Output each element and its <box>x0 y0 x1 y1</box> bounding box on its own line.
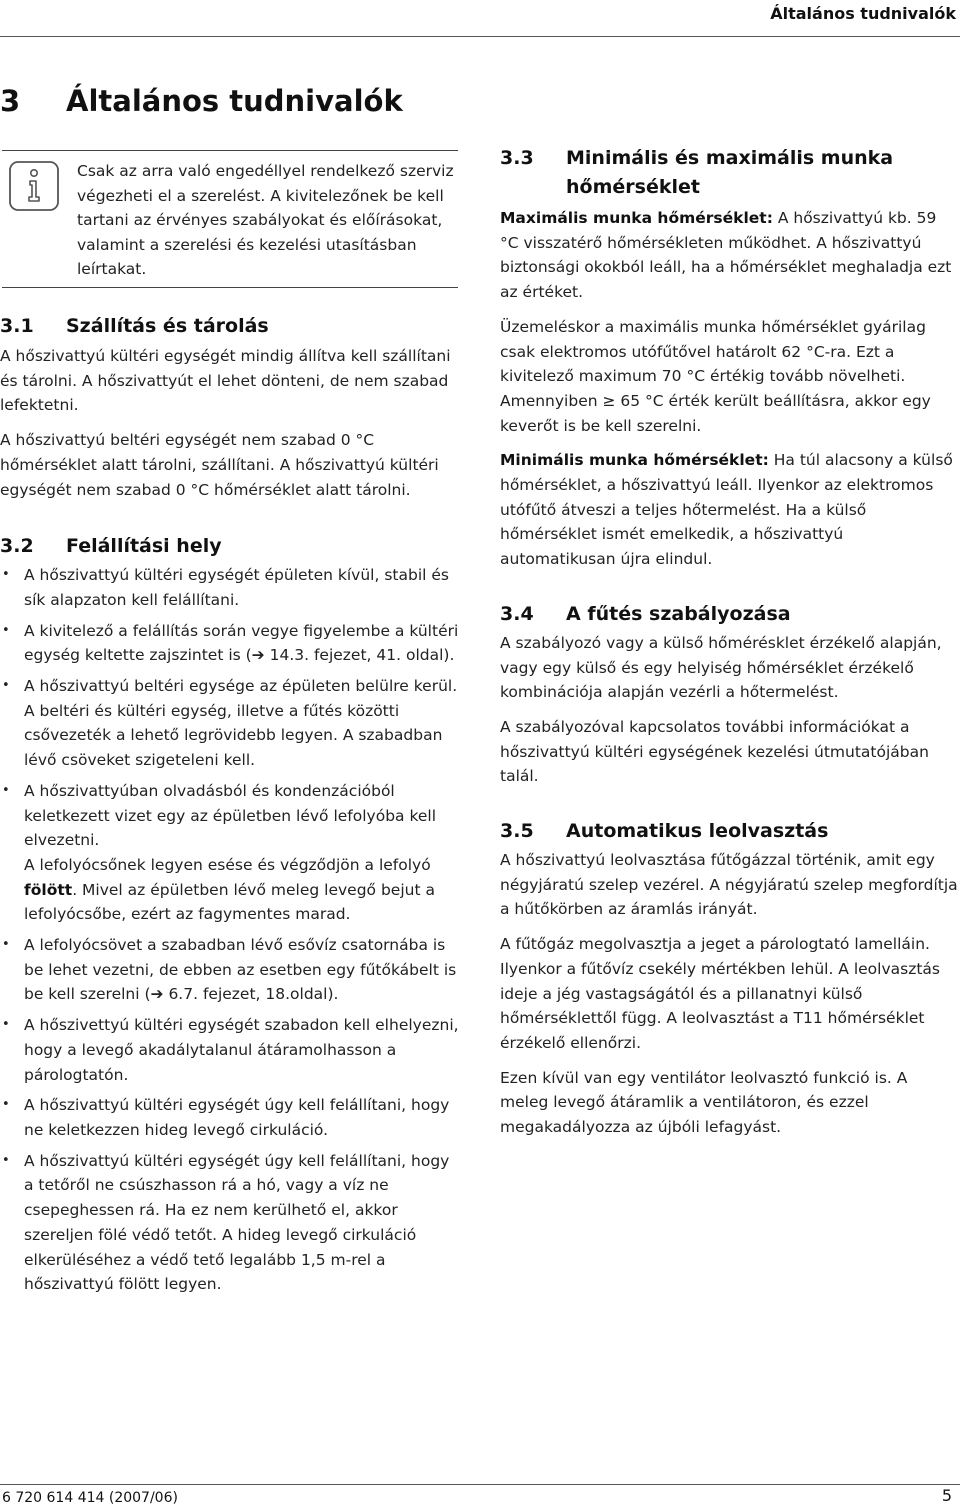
section-3-5-title: Automatikus leolvasztás <box>566 820 829 843</box>
bullet-item: • A lefolyócsövet a szabadban lévő esővíz csatornába is be lehet vezetni, de ebben az esetben egy fűtőkábelt is be kell szerelni (➔ 6.7. fejezet, 18.oldal). <box>0 933 460 1007</box>
bullet-item: • A hőszivattyú kültéri egységét épületen kívül, stabil és sík alapzaton kell felállítani. <box>0 563 460 612</box>
section-3-2-number: 3.2 <box>0 535 34 558</box>
section-3-5-heading <box>500 817 958 846</box>
chapter-number: 3 <box>0 84 21 118</box>
chapter-title-text: Általános tudnivalók <box>66 84 403 118</box>
left-column <box>0 150 460 1297</box>
section-3-4-title: A fűtés szabályozása <box>566 602 791 625</box>
section-3-1-paragraph-2: A hőszivattyú beltéri egységét nem szabad 0 °C hőmérséklet alatt tárolni, szállítani. A hőszivattyú kültéri egységét nem szabad 0 °C hőmérséklet alatt tárolni. <box>0 431 439 499</box>
section-3-4-paragraph-1: A szabályozó vagy a külső hőmérésklet érzékelő alapján, vagy egy külső és egy helyiség hőmérséklet érzékelő kombinációja alapján vezérli a hőtermelést. <box>500 633 942 702</box>
info-icon <box>9 161 59 211</box>
bullet-item: • A hőszivettyú kültéri egységét szabadon kell elhelyezni, hogy a levegő akadálytalanul átáramolhasson a párologtatón. <box>0 1013 460 1087</box>
document-id: 6 720 614 414 (2007/06) <box>2 1490 178 1506</box>
placement-bullet-list <box>0 563 460 1297</box>
section-3-1-number: 3.1 <box>0 315 34 337</box>
right-column <box>500 144 958 1140</box>
section-3-2-heading <box>0 532 460 561</box>
section-3-4-paragraph-2: A szabályozóval kapcsolatos további információkat a hőszivattyú kültéri egységének kezelési útmutatójában talál. <box>500 717 929 786</box>
running-header: Általános tudnivalók <box>770 4 956 23</box>
section-3-1-heading <box>0 312 460 341</box>
page-number: 5 <box>941 1486 952 1505</box>
min-temp-label: Minimális munka hőmérséklet: <box>500 451 769 470</box>
footer-rule <box>0 1484 960 1485</box>
section-3-3-paragraph-3 <box>500 448 958 572</box>
max-temp-label: Maximális munka hőmérséklet: <box>500 209 773 227</box>
section-3-5-paragraph-1: A hőszivattyú leolvasztása fűtőgázzal történik, amit egy négyjáratú szelep vezérel. A négyjáratú szelep megfordítja a hűtőkörben az áramlás irányát. <box>500 851 958 919</box>
section-3-4-heading <box>500 600 958 629</box>
bullet-item: • A hőszivattyú beltéri egysége az épületen belülre kerül. A beltéri és kültéri egység, illetve a fűtés közötti csővezeték a lehető legrövidebb legyen. A szabadban lévő csöveket szigeteleni kell. <box>0 674 460 773</box>
section-3-3-heading <box>500 144 958 202</box>
section-3-5-paragraph-2: A fűtőgáz megolvasztja a jeget a párologtató lamelláin. Ilyenkor a fűtővíz csekély mértékben lehül. A leolvasztás ideje a jég vastagságától és a pillanatnyi külső hőmérséklettől függ. A leolvasztást a T11 hőmérséklet érzékelő ellenőrzi. <box>500 935 940 1052</box>
bullet-text: . Mivel az épületben lévő meleg levegő bejut a lefolyócsőbe, ezért az fagymentes marad. <box>24 880 435 924</box>
section-3-3-paragraph-2: Üzemeléskor a maximális munka hőmérséklet gyárilag csak elektromos utófűtővel határolt 62 °C-ra. Ezt a kivitelező maximum 70 °C értékig tovább növelheti. Amennyiben ≥ 65 °C érték került beállításra, akkor egy keverőt is be kell szerelni. <box>500 317 931 435</box>
bullet-text: A hőszivattyúban olvadásból és kondenzációból keletkezett vizet egy az épületben lévő lefolyóba kell elvezetni. <box>24 781 437 850</box>
notice-box <box>2 150 458 288</box>
section-3-3-number: 3.3 <box>500 147 534 169</box>
section-3-1-paragraph-1: A hőszivattyú kültéri egységét mindig állítva kell szállítani és tárolni. A hőszivattyút el lehet dönteni, de nem szabad lefektetni. <box>0 347 451 415</box>
section-3-4-number: 3.4 <box>500 602 534 625</box>
bullet-text: A lefolyócsőnek legyen esése és végződjön a lefolyó <box>24 855 431 874</box>
section-3-5-paragraph-3: Ezen kívül van egy ventilátor leolvasztó funkció is. A meleg levegő átáramlik a ventilátoron, és ezzel megakadályozza az újbóli lefagyást. <box>500 1068 908 1137</box>
bullet-item: • A hőszivattyú kültéri egységét úgy kell felállítani, hogy ne keletkezzen hideg levegő cirkuláció. <box>0 1093 460 1142</box>
min-temp-text: Ha túl alacsony a külső hőmérséklet, a hőszivattyú leáll. Ilyenkor az elektromos utófűtő átveszi a teljes hőtermelést. Ha a külső hőmérséklet ismét emelkedik, a hőszivattyú automatikusan újra elindul. <box>500 451 953 569</box>
max-temp-text: A hőszivattyú kb. 59 °C visszatérő hőmérsékleten működhet. A hőszivattyú biztonsági okokból leáll, ha a hőmérséklet meghaladja ezt az értéket. <box>500 209 952 302</box>
bullet-item: • A kivitelező a felállítás során vegye figyelembe a kültéri egység keltette zajszintet is (➔ 14.3. fejezet, 41. oldal). <box>0 619 460 668</box>
chapter-title <box>0 84 403 118</box>
header-rule <box>0 36 960 37</box>
section-3-3-title: Minimális és maximális munka hőmérséklet <box>566 147 894 198</box>
bullet-item: • A hőszivattyú kültéri egységét úgy kell felállítani, hogy a tetőről ne csúszhasson rá a hó, vagy a víz ne csepeghessen rá. Ha ez nem kerülhető el, akkor szereljen fölé védő tetőt. A hideg levegő cirkuláció elkerüléséhez a védő tető legalább 1,5 m-rel a hőszivattyú fölött legyen. <box>0 1149 460 1297</box>
section-3-1-title: Szállítás és tárolás <box>66 315 269 337</box>
section-3-3-paragraph-1 <box>500 206 958 305</box>
bullet-bold-text: fölött <box>24 880 73 899</box>
section-3-2-title: Felállítási hely <box>66 535 222 558</box>
bullet-item <box>0 779 460 927</box>
notice-text: Csak az arra való engedéllyel rendelkező szerviz végezheti el a szerelést. A kivitelezőnek be kell tartani az érvényes szabályokat és előírásokat, valamint a szerelési és kezelési utasításban leírtakat. <box>77 162 454 278</box>
section-3-5-number: 3.5 <box>500 820 534 843</box>
